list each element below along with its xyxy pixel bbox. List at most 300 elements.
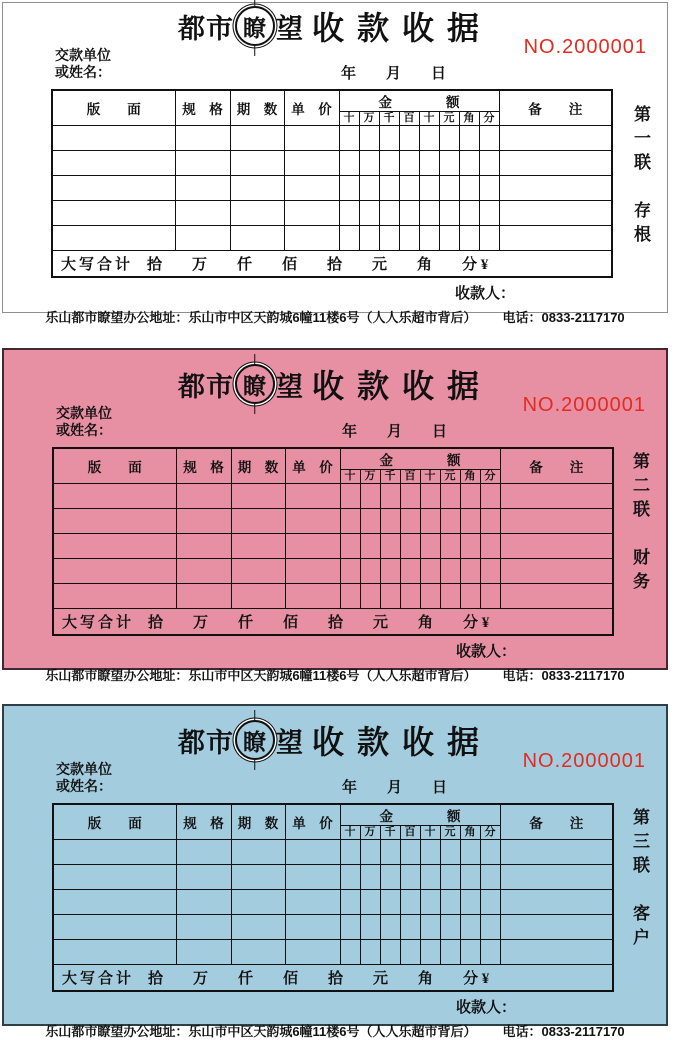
payee-label: 收款人： (455, 285, 516, 302)
amount-digit-header: 万 (360, 470, 380, 484)
entry-cell (500, 534, 613, 559)
brand-logo-suffix: 望 (275, 727, 304, 758)
entry-cell (380, 559, 400, 584)
entry-cell (379, 176, 399, 201)
entry-row (52, 151, 612, 176)
entry-cell (380, 865, 400, 890)
entry-cell (53, 509, 176, 534)
entry-cell (500, 890, 613, 915)
entry-row (52, 226, 612, 251)
entry-cell (459, 176, 479, 201)
entry-cell (176, 559, 231, 584)
payer-label (56, 761, 112, 795)
total-row (53, 965, 613, 992)
entry-cell (460, 840, 480, 865)
brand-logo (178, 364, 304, 404)
entry-cell (176, 840, 231, 865)
brand-logo-circled-char: 瞭 (242, 14, 267, 41)
entry-cell (360, 915, 380, 940)
col-issues-header: 期 数 (231, 804, 285, 840)
payer-label (55, 47, 111, 81)
col-remark-header: 备 注 (500, 448, 613, 484)
entry-cell (176, 940, 231, 965)
entry-cell (420, 559, 440, 584)
amount-digit-header: 角 (459, 112, 479, 126)
entry-cell (459, 226, 479, 251)
entry-cell (400, 509, 420, 534)
entry-cell (359, 126, 379, 151)
total-row (53, 609, 613, 636)
address-text: 乐山都市瞭望办公地址：乐山市中区天韵城6幢11楼6号（人人乐超市背后） (45, 668, 477, 683)
entry-cell (339, 201, 359, 226)
entry-cell (231, 484, 285, 509)
entry-cell (176, 484, 231, 509)
entry-cell (459, 126, 479, 151)
entry-cell (440, 940, 460, 965)
entry-cell (52, 151, 175, 176)
entry-cell (400, 484, 420, 509)
amount-digit-header: 万 (359, 112, 379, 126)
brand-logo-circled-char: 瞭 (242, 728, 267, 755)
entry-cell (339, 126, 359, 151)
entry-row (53, 534, 613, 559)
amount-digit-header: 百 (399, 112, 419, 126)
entry-cell (479, 126, 499, 151)
entry-cell (360, 534, 380, 559)
entry-cell (480, 940, 500, 965)
entry-cell (285, 584, 340, 609)
entry-cell (340, 484, 360, 509)
table-header-row (53, 804, 613, 826)
entry-cell (175, 126, 230, 151)
entry-cell (480, 534, 500, 559)
entry-cell (500, 484, 613, 509)
entry-cell (284, 151, 339, 176)
payee-label: 收款人： (456, 643, 517, 660)
amount-digit-header: 角 (460, 470, 480, 484)
entry-cell (480, 915, 500, 940)
entry-cell (360, 584, 380, 609)
copy-label: 第三联 客户 (630, 808, 649, 952)
payer-date-row (4, 405, 666, 441)
entry-cell (399, 126, 419, 151)
amount-digit-header: 十 (339, 112, 359, 126)
address-text: 乐山都市瞭望办公地址：乐山市中区天韵城6幢11楼6号（人人乐超市背后） (45, 310, 477, 325)
col-price-header: 单 价 (284, 90, 339, 126)
brand-logo-prefix: 都市 (177, 727, 234, 758)
entry-cell (479, 226, 499, 251)
entry-cell (340, 940, 360, 965)
entry-cell (380, 584, 400, 609)
entry-cell (230, 201, 284, 226)
entry-cell (399, 176, 419, 201)
entry-cell (176, 865, 231, 890)
entry-cell (479, 201, 499, 226)
entry-cell (285, 534, 340, 559)
entry-cell (480, 509, 500, 534)
entry-cell (285, 559, 340, 584)
entry-cell (499, 201, 612, 226)
entry-cell (284, 176, 339, 201)
entry-cell (230, 176, 284, 201)
entry-cell (440, 584, 460, 609)
total-caption: 大写合计 (62, 971, 135, 987)
entry-cell (231, 509, 285, 534)
table-header-row (53, 448, 613, 470)
payer-label-line2: 或姓名： (55, 64, 111, 80)
payer-label-line1: 交款单位 (55, 47, 111, 63)
entry-cell (360, 509, 380, 534)
entry-cell (419, 151, 439, 176)
entry-cell (439, 126, 459, 151)
entry-cell (440, 559, 460, 584)
entry-cell (359, 226, 379, 251)
receipt-number: NO.2000001 (522, 394, 646, 416)
amount-digit-header: 十 (420, 470, 440, 484)
payee-label: 收款人： (456, 999, 517, 1016)
entry-cell (379, 201, 399, 226)
entry-cell (400, 915, 420, 940)
entry-cell (231, 584, 285, 609)
total-units: 拾 万 仟 佰 拾 元 角 分 ¥ (148, 615, 490, 631)
footer-line (3, 307, 667, 326)
entry-cell (439, 151, 459, 176)
entry-cell (53, 915, 176, 940)
entry-cell (420, 915, 440, 940)
amount-digit-header: 千 (380, 470, 400, 484)
entry-cell (439, 201, 459, 226)
entry-cell (400, 584, 420, 609)
amount-digit-header: 百 (400, 470, 420, 484)
receipt-1 (2, 348, 668, 683)
entry-cell (340, 915, 360, 940)
entry-cell (380, 940, 400, 965)
entry-cell (399, 201, 419, 226)
entry-cell (53, 584, 176, 609)
entry-cell (340, 584, 360, 609)
entry-cell (360, 559, 380, 584)
col-page-header: 版 面 (53, 448, 176, 484)
amount-digit-header: 十 (340, 470, 360, 484)
entry-cell (480, 484, 500, 509)
scope-circle-icon (235, 364, 275, 404)
entry-cell (459, 201, 479, 226)
entry-cell (176, 915, 231, 940)
entry-cell (479, 151, 499, 176)
entry-cell (285, 915, 340, 940)
entry-cell (340, 559, 360, 584)
entry-cell (285, 840, 340, 865)
payer-label-line2: 或姓名： (56, 778, 112, 794)
entry-cell (230, 226, 284, 251)
entry-cell (500, 509, 613, 534)
entry-cell (420, 865, 440, 890)
entry-cell (284, 126, 339, 151)
entry-cell (480, 559, 500, 584)
entry-cell (380, 840, 400, 865)
col-issues-header: 期 数 (231, 448, 285, 484)
entry-cell (231, 890, 285, 915)
entry-cell (359, 201, 379, 226)
total-row (52, 251, 612, 278)
entry-cell (53, 940, 176, 965)
entry-cell (285, 484, 340, 509)
date-line: 年 月 日 (342, 423, 448, 440)
entry-row (53, 840, 613, 865)
entry-cell (53, 484, 176, 509)
copy-label: 第一联 存根 (631, 105, 650, 249)
payer-label-line1: 交款单位 (56, 761, 112, 777)
brand-logo (178, 6, 304, 46)
entry-cell (400, 865, 420, 890)
entry-cell (439, 176, 459, 201)
brand-logo-suffix: 望 (275, 13, 304, 44)
amount-digit-header: 千 (380, 826, 400, 840)
entry-cell (231, 915, 285, 940)
entry-cell (400, 890, 420, 915)
entry-cell (285, 890, 340, 915)
amount-digit-header: 十 (420, 826, 440, 840)
entry-cell (52, 126, 175, 151)
entry-cell (460, 559, 480, 584)
entry-cell (380, 509, 400, 534)
amount-digit-header: 元 (440, 826, 460, 840)
entry-row (53, 940, 613, 965)
entry-cell (230, 126, 284, 151)
entry-cell (230, 151, 284, 176)
entry-cell (284, 201, 339, 226)
brand-logo (178, 720, 304, 760)
receipt-body (4, 350, 666, 683)
receipt-number: NO.2000001 (522, 750, 646, 772)
entry-cell (175, 201, 230, 226)
col-remark-header: 备 注 (500, 804, 613, 840)
entry-cell (340, 865, 360, 890)
col-spec-header: 规 格 (176, 804, 231, 840)
col-price-header: 单 价 (285, 804, 340, 840)
entry-cell (500, 940, 613, 965)
entry-cell (459, 151, 479, 176)
items-table (51, 89, 613, 278)
amount-digit-header: 百 (400, 826, 420, 840)
entry-cell (419, 126, 439, 151)
entry-cell (175, 176, 230, 201)
payer-date-row (4, 761, 666, 797)
entry-cell (380, 534, 400, 559)
entry-cell (419, 226, 439, 251)
table-header-row (52, 90, 612, 112)
entry-cell (499, 151, 612, 176)
entry-cell (231, 865, 285, 890)
amount-digit-header: 元 (439, 112, 459, 126)
footer-line (4, 1021, 666, 1040)
entry-row (53, 584, 613, 609)
entry-cell (480, 840, 500, 865)
entry-cell (500, 584, 613, 609)
entry-cell (285, 865, 340, 890)
receipt-0 (2, 2, 668, 325)
entry-row (52, 201, 612, 226)
entry-cell (339, 151, 359, 176)
receipt-number: NO.2000001 (523, 36, 647, 58)
entry-cell (53, 559, 176, 584)
entry-cell (285, 940, 340, 965)
entry-cell (440, 890, 460, 915)
address-text: 乐山都市瞭望办公地址：乐山市中区天韵城6幢11楼6号（人人乐超市背后） (45, 1024, 477, 1039)
entry-cell (52, 176, 175, 201)
entry-cell (380, 915, 400, 940)
date-line: 年 月 日 (342, 779, 448, 796)
entry-cell (419, 176, 439, 201)
col-amount-header: 金 额 (339, 90, 499, 112)
entry-cell (359, 151, 379, 176)
entry-cell (460, 584, 480, 609)
entry-cell (440, 509, 460, 534)
brand-logo-prefix: 都市 (177, 371, 234, 402)
form-title: 收款收据 (311, 10, 492, 46)
entry-cell (176, 509, 231, 534)
payer-date-row (3, 47, 667, 83)
payer-label (56, 405, 112, 439)
entry-cell (500, 559, 613, 584)
entry-cell (284, 226, 339, 251)
copy-label: 第二联 财务 (630, 452, 649, 596)
amount-digit-header: 万 (360, 826, 380, 840)
entry-row (52, 176, 612, 201)
entry-cell (500, 840, 613, 865)
entry-cell (460, 509, 480, 534)
entry-cell (480, 584, 500, 609)
entry-cell (440, 915, 460, 940)
scope-circle-icon (235, 720, 275, 760)
entry-cell (360, 840, 380, 865)
entry-cell (419, 201, 439, 226)
total-row-content (54, 611, 612, 632)
form-title: 收款收据 (311, 368, 492, 404)
entry-cell (339, 226, 359, 251)
phone-text: 电话：0833-2117170 (502, 668, 625, 683)
col-amount-header: 金 额 (340, 804, 500, 826)
entry-cell (53, 890, 176, 915)
total-row-content (53, 253, 611, 274)
entry-cell (440, 865, 460, 890)
entry-cell (379, 151, 399, 176)
entry-cell (175, 151, 230, 176)
entry-cell (231, 559, 285, 584)
entry-cell (52, 201, 175, 226)
form-title: 收款收据 (311, 724, 492, 760)
entry-cell (500, 865, 613, 890)
entry-cell (340, 840, 360, 865)
receipt-body (4, 706, 666, 1039)
entry-row (53, 890, 613, 915)
phone-text: 电话：0833-2117170 (502, 310, 625, 325)
receipt-body (3, 3, 667, 325)
entry-cell (460, 940, 480, 965)
brand-logo-suffix: 望 (275, 371, 304, 402)
entry-cell (400, 534, 420, 559)
amount-digit-header: 角 (460, 826, 480, 840)
entry-cell (399, 151, 419, 176)
entry-cell (479, 176, 499, 201)
receipt-2 (2, 704, 668, 1039)
entry-cell (460, 915, 480, 940)
entry-cell (340, 534, 360, 559)
entry-cell (420, 840, 440, 865)
entry-cell (499, 226, 612, 251)
brand-logo-prefix: 都市 (177, 13, 234, 44)
entry-cell (380, 484, 400, 509)
entry-cell (340, 890, 360, 915)
col-price-header: 单 价 (285, 448, 340, 484)
entry-cell (420, 534, 440, 559)
entry-row (53, 559, 613, 584)
amount-digit-header: 分 (480, 826, 500, 840)
entry-cell (400, 559, 420, 584)
entry-cell (440, 484, 460, 509)
col-page-header: 版 面 (53, 804, 176, 840)
entry-cell (460, 534, 480, 559)
entry-cell (176, 584, 231, 609)
entry-cell (399, 226, 419, 251)
entry-cell (285, 509, 340, 534)
entry-cell (53, 534, 176, 559)
total-units: 拾 万 仟 佰 拾 元 角 分 ¥ (147, 257, 489, 273)
entry-cell (379, 126, 399, 151)
total-caption: 大写合计 (62, 615, 135, 631)
entry-cell (360, 890, 380, 915)
col-remark-header: 备 注 (499, 90, 612, 126)
entry-cell (460, 865, 480, 890)
entry-cell (420, 890, 440, 915)
entry-row (52, 126, 612, 151)
amount-digit-header: 元 (440, 470, 460, 484)
total-row-content (54, 967, 612, 988)
items-table (52, 803, 614, 992)
entry-cell (176, 890, 231, 915)
entry-cell (460, 484, 480, 509)
amount-digit-header: 千 (379, 112, 399, 126)
entry-cell (400, 840, 420, 865)
entry-cell (499, 176, 612, 201)
entry-cell (420, 509, 440, 534)
entry-cell (480, 865, 500, 890)
entry-cell (360, 865, 380, 890)
items-table (52, 447, 614, 636)
brand-logo-circled-char: 瞭 (242, 372, 267, 399)
entry-cell (52, 226, 175, 251)
entry-cell (53, 865, 176, 890)
entry-row (53, 915, 613, 940)
entry-row (53, 865, 613, 890)
entry-cell (499, 126, 612, 151)
total-units: 拾 万 仟 佰 拾 元 角 分 ¥ (148, 971, 490, 987)
entry-cell (400, 940, 420, 965)
entry-cell (231, 534, 285, 559)
entry-row (53, 484, 613, 509)
amount-digit-header: 十 (340, 826, 360, 840)
entry-cell (360, 484, 380, 509)
entry-cell (500, 915, 613, 940)
entry-cell (359, 176, 379, 201)
entry-cell (420, 584, 440, 609)
entry-cell (460, 890, 480, 915)
entry-cell (175, 226, 230, 251)
entry-cell (231, 940, 285, 965)
entry-cell (440, 840, 460, 865)
payer-label-line2: 或姓名： (56, 422, 112, 438)
entry-cell (440, 534, 460, 559)
